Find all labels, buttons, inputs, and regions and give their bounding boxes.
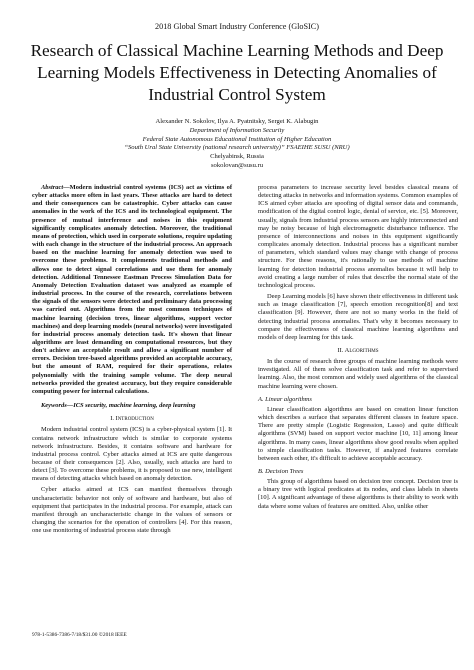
- author-email: sokolovan@susu.ru: [210, 161, 264, 169]
- author-institution: Federal State Autonomous Educational Institution of Higher Education: [142, 135, 332, 143]
- right-column: [258, 184, 458, 511]
- abstract: [32, 184, 232, 396]
- section-heading-introduction: I. Introduction: [110, 415, 154, 423]
- right-paragraph-2: Deep Learning models [6] have shown their effectiveness in different task such as image classification [7], speech emotion recognition[8] and text classification [9]. However, there are not so many works in the field of detecting industrial process anomalies. That's why it becomes necessary to compare the effectiveness of classical machine learning algorithms and models of deep learning for this task.: [258, 293, 458, 341]
- copyright-footer: 978-1-5386-7386-7/18/$31.00 ©2018 IEEE: [32, 632, 127, 638]
- author-department: Department of Information Security: [189, 126, 285, 134]
- keywords-label: Keywords: [41, 402, 67, 410]
- intro-paragraph-2: Cyber attacks aimed at ICS can manifest themselves through uncharacteristic behavior not only of software and hardware, but also of equipment that participates in the industrial process. For example, attack can manifest through an uncharacteristic change in the values of sensors or changing the scenarios for the operation of controllers [4]. For this reason, one use monitoring of industrial process state through: [32, 486, 232, 535]
- subsection-heading-decision-trees: B. Decision Trees: [258, 468, 304, 475]
- conference-header: 2018 Global Smart Industry Conference (GloSIC): [155, 22, 319, 31]
- author-block: [60, 118, 414, 171]
- linear-paragraph: Linear classification algorithms are based on creation linear function which describes a surface that separates different classes in feature space. There are pretty simple (Logistic Regression, Lasso) and quite difficult algorithms (SVM) based on support vector machine [10, 11] among linear algorithms. In many cases, linear algorithms show good results when applied to simple classification tasks. However, if analyzed features correlate between each other, it's difficult to achieve acceptable accuracy.: [258, 405, 458, 462]
- keywords: [32, 402, 232, 410]
- intro-paragraph-1: Modern industrial control system (ICS) is a cyber-physical system [1]. It contains network infrastructure which is similar to corporate systems network infrastructure. Besides, it contains software and hardware for industrial process control. Cyber attacks aimed at ICS are quite dangerous because of their consequences [2]. Also, usually, such attacks are hard to detect [3]. To overcome these problems, it is proposed to use new, intelligent means of detecting attacks which based on anomaly detection.: [32, 426, 232, 483]
- abstract-label: Abstract: [41, 184, 64, 191]
- abstract-text: —Modern industrial control systems (ICS) act as victims of cyber attacks more often in last years. These attacks are hard to detect and their consequences can be catastrophic. Cyber attacks can cause anomalies in the work of the ICS and its technological equipment. The presence of mutual interference and noises in this equipment significantly complicates anomaly detection. Moreover, the traditional means of protection, which used in corporate solutions, require updating with each change in the structure of the industrial process. An approach based on the machine learning for anomaly detection was used to overcome these problems. It complements traditional methods and allows one to detect signal correlations and use them for anomaly detection. Additional Tennessee Eastman Process Simulation Data for Anomaly Detection Evaluation dataset was analyzed as example of industrial process. In the course of the research, correlations between the signals of the sensors were detected and preliminary data processing was carried out. Algorithms from the most common techniques of machine learning (decision trees, linear algorithms, support vector machines) and deep learning models (neural networks) were investigated for industrial process anomaly detection task. It's shown that linear algorithms are least demanding on computational resources, but they don't achieve an acceptable result and allow a significant number of errors. Decision tree-based algorithms provided an acceptable accuracy, but the amount of RAM, required for their operations, relates polynomially with the training sample volume. The deep neural networks provided the greatest accuracy, but they require considerable computing power for internal calculations.: [32, 184, 232, 395]
- keywords-text: —ICS security, machine learning, deep learning: [66, 402, 196, 410]
- author-university: “South Ural State University (national research university)” FSAEIHE SUSU (NRU): [124, 144, 350, 152]
- right-paragraph-1: process parameters to increase security level besides classical means of detecting attacks in networks and information systems. Common examples of ICS aimed cyber attacks are spoofing of digital sensor data and commands, modification of the digital control logic, denial of service, etc. [5]. Moreover, usually, signals from industrial process sensors are highly interconnected and may be noisy because of high electromagnetic disturbance influence. The presence of interconnections and noises in this equipment significantly complicates anomaly detection. Industrial process has a significant number of parameters, which standard values may change with change of process structure. For these reasons, it's rationally to use methods of machine learning for detection industrial process anomalies because it will help to avoid creating a large number of rules that describe the normal state of the technological process.: [258, 184, 458, 289]
- section-heading-algorithms: II. Algorithms: [337, 346, 379, 354]
- algorithms-paragraph: In the course of research three groups of machine learning methods were investigated. All of them solve classification task and refer to supervised learning. Also, the most common and widely used algorithms of the classical machine learning were chosen.: [258, 358, 458, 390]
- decision-trees-paragraph: This group of algorithms based on decision tree concept. Decision tree is a binary tree with logical predicates at its nodes, and class labels in sheets [10]. A significant advantage of these algorithms is their ability to work with data where some values of features are omitted. Also, unlike other: [258, 478, 458, 510]
- subsection-heading-linear: A. Linear algorithms: [258, 395, 312, 403]
- author-names: Alexander N. Sokolov, Ilya A. Pyatnitsky, Sergei K. Alabugin: [155, 118, 319, 125]
- author-city: Chelyabinsk, Russia: [210, 153, 264, 161]
- paper-title: Research of Classical Machine Learning Methods and Deep Learning Models Effectiveness in Detecting Anomalies of Industrial Control System: [30, 41, 444, 104]
- left-column: [32, 184, 232, 535]
